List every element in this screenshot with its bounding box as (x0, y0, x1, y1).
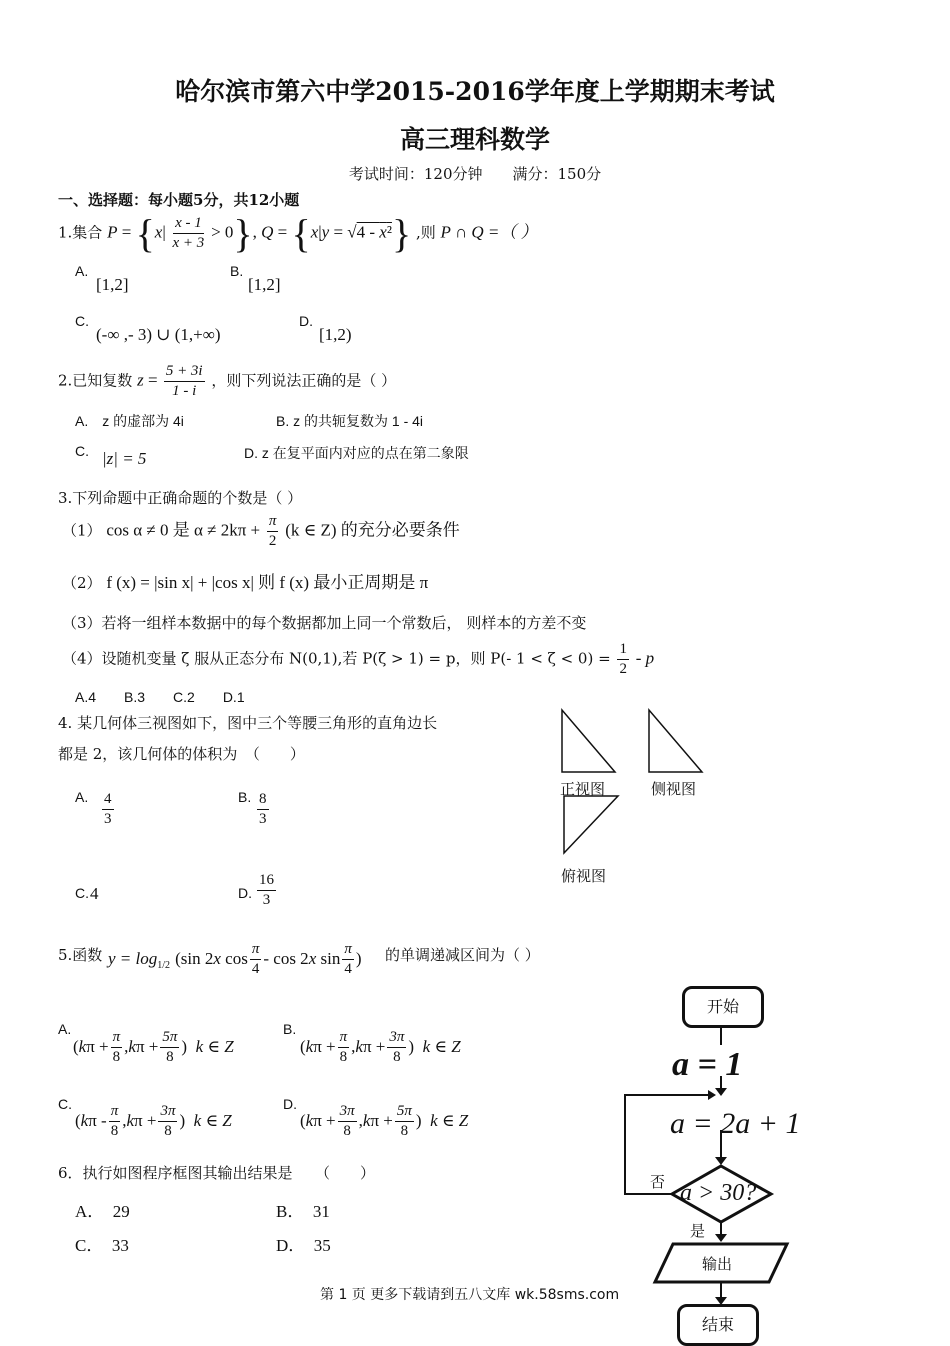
q4-opt-d (255, 871, 278, 910)
q5-log-base: 1/2 (157, 960, 171, 972)
q2-suffix: ，则下列说法正确的是（ ） (211, 371, 397, 390)
section-heading: 一、选择题：每小题5分，共12小题 (58, 191, 300, 209)
q6-opt-c: C． 33 (75, 1236, 129, 1255)
q2-opt-d: D. z 在复平面内对应的点在第二象限 (244, 445, 469, 461)
q4-d-den: 3 (262, 892, 271, 908)
side-view-label: 侧视图 (651, 780, 697, 798)
q5-opt-b-label: B. (283, 1021, 297, 1037)
q3-p2-text: f (x) = |sin x| + |cos x| 则 f (x) 最小正周期是 π (106, 573, 429, 592)
exam-info: 考试时间：120分钟 满分：150分 (348, 165, 602, 183)
q6-opt-d: D． 35 (276, 1236, 331, 1255)
q4-opt-b (255, 790, 271, 829)
q4-opt-c-label: C. (75, 885, 89, 901)
q5-func: y = log (108, 949, 158, 968)
q3-options: A.4 B.3 C.2 D.1 (75, 689, 245, 705)
flow-init: a = 1 (672, 1046, 743, 1083)
flow-start: 开始 (682, 986, 764, 1028)
q4-a-num: 4 (102, 790, 114, 810)
flow-output-label: 输出 (702, 1255, 733, 1273)
q2-opt-c-label: C. (75, 443, 89, 459)
q3-p1-tail: (k ∈ Z) 的充分必要条件 (285, 520, 460, 540)
q1-opt-c-label: C. (75, 313, 89, 329)
q5-opt-c-label: C. (58, 1096, 72, 1112)
front-view-label: 正视图 (560, 780, 606, 798)
q1-opt-b: [1,2] (248, 275, 281, 294)
q5-opt-a-label: A. (58, 1021, 72, 1037)
q1-opt-d: [1,2) (319, 325, 352, 344)
q6-opt-b: B． 31 (276, 1202, 330, 1221)
q3-p2-label: （2） (62, 574, 102, 592)
question-2: 2.已知复数 z = $\frac{5 + 3i}{1 - i}$ ，则下列说法正确的是（ ） (58, 363, 397, 399)
q4-opt-c: 4 (90, 884, 99, 903)
q3-statement-1: （1） cos α ≠ 0 是 α ≠ 2kπ + $\frac{\pi}{2}$ (k ∈ Z) 的充分必要条件 (62, 513, 460, 549)
q5-prefix: 5.函数 (58, 946, 103, 964)
q4-opt-b-label: B. (238, 789, 252, 805)
question-5 (58, 944, 102, 965)
exam-title: 哈尔滨市第六中学2015-2016学年度上学期期末考试 (175, 77, 775, 106)
q1-opt-b-label: B. (230, 263, 244, 279)
q5-opt-c: (kπ - $\frac{\pi}{8}$ ,kπ + $\frac{3\pi}{8}$ ) k ∈ Z (75, 1103, 232, 1139)
q1-opt-c: (-∞ ,- 3) ∪ (1,+∞) (96, 325, 221, 344)
flow-end: 结束 (677, 1304, 759, 1346)
side-view-triangle (649, 710, 702, 772)
page-footer: 第 1 页 更多下载请到五八文库 wk.58sms.com (320, 1287, 620, 1303)
top-view-triangle (564, 796, 618, 853)
q5-opt-d-label: D. (283, 1096, 297, 1112)
q5-formula: $y = \log_{1/2} (\sin$ 2x cos $\frac{\pi}{4}$ - cos 2x sin $\frac{\pi}{4}$ ) (108, 941, 362, 977)
q1-opt-d-label: D. (299, 313, 313, 329)
q3-p1-label: （1） (62, 521, 102, 540)
q4-b-den: 3 (259, 811, 267, 827)
q1-opt-a-label: A. (75, 263, 89, 279)
q4-opt-a (100, 790, 116, 829)
flowchart-lines (610, 985, 810, 1344)
flow-update: a = 2a + 1 (670, 1107, 801, 1140)
q5-suffix: 的单调递减区间为（ ） (385, 946, 540, 964)
q5-opt-d: (kπ + $\frac{3\pi}{8}$ ,kπ + $\frac{5\pi}{8}$ ) k ∈ Z (300, 1103, 469, 1139)
front-view-triangle (562, 710, 615, 772)
q5-opt-a: (kπ + $\frac{\pi}{8}$ ,kπ + $\frac{5\pi}{8}$ ) k ∈ Z (73, 1029, 234, 1065)
question-1: 1.集合 P = {x| $\frac{x - 1}{x + 3}$ > 0}, Q = {x|y = √4 - x²} ,则 P ∩ Q =（ ） (58, 211, 538, 256)
q3-statement-2 (62, 568, 428, 593)
exam-subtitle: 高三理科数学 (399, 125, 550, 154)
top-view-label: 俯视图 (561, 867, 607, 885)
q4-stem-line2: 都是 2，该几何体的体积为 （ ） (58, 745, 305, 763)
flow-yes-label: 是 (690, 1222, 706, 1240)
q1-prefix: 1.集合 (58, 223, 103, 242)
q3-p4-tail: - p (635, 648, 655, 668)
q1-suffix: ,则 (415, 223, 436, 242)
q4-a-den: 3 (104, 811, 112, 827)
q2-opt-c: |z| = 5 (102, 449, 147, 468)
q2-prefix: 2.已知复数 (58, 371, 133, 390)
q3-statement-3: （3）若将一组样本数据中的每个数据都加上同一个常数后， 则样本的方差不变 (62, 614, 587, 632)
question-6: 6．执行如图程序框图其输出结果是 （ ） (58, 1164, 376, 1182)
question-3: 3.下列命题中正确命题的个数是（ ） (58, 489, 303, 507)
q3-statement-4: （4）设随机变量 ζ 服从正态分布 N(0,1),若 P(ζ > 1) = p，则 P(- 1 < ζ < 0) = $\frac{1}{2}$ - p (62, 641, 655, 677)
q4-opt-a-label: A. (75, 789, 89, 805)
q2-opt-a: A. z 的虚部为 4i (75, 413, 184, 429)
flow-condition: a > 30? (680, 1180, 757, 1206)
q3-p4-text: （4）设随机变量 ζ 服从正态分布 N(0,1),若 P(ζ > 1) = p，则 P(- 1 < ζ < 0) = (62, 649, 611, 668)
q4-b-num: 8 (257, 790, 269, 810)
q4-d-num: 16 (257, 871, 276, 891)
flow-no-label: 否 (650, 1173, 666, 1191)
q1-ask: P ∩ Q =（ ） (440, 222, 538, 242)
q5-opt-b: (kπ + $\frac{\pi}{8}$ ,kπ + $\frac{3\pi}{8}$ ) k ∈ Z (300, 1029, 461, 1065)
q4-opt-d-label: D. (238, 885, 252, 901)
q4-stem-line1: 4. 某几何体三视图如下，图中三个等腰三角形的直角边长 (58, 714, 438, 732)
q6-opt-a: A． 29 (75, 1202, 130, 1221)
q3-p1-text: cos α ≠ 0 是 α ≠ 2kπ + (106, 520, 261, 540)
q1-opt-a: [1,2] (96, 275, 129, 294)
q2-opt-b: B. z 的共轭复数为 1 - 4i (276, 413, 424, 429)
